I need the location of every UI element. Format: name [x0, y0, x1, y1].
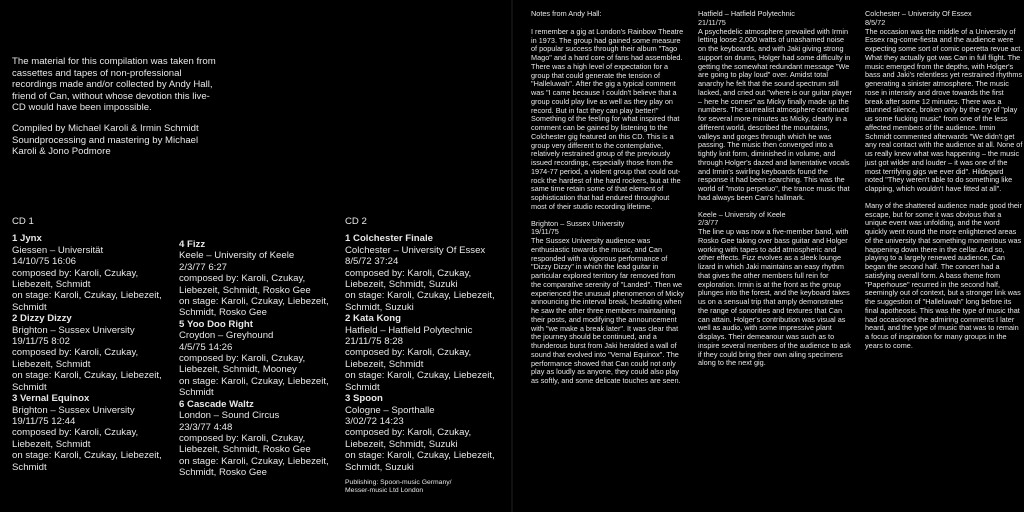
track-venue: Giessen – Universität [12, 244, 104, 256]
track-number: 5 [179, 318, 185, 330]
track-composers: composed by: Karoli, Czukay, Liebezeit, Schmidt [12, 427, 139, 450]
track-venue: Keele – University of Keele [179, 250, 295, 262]
track-listing [345, 393, 510, 473]
notes-column-3 [865, 10, 1023, 359]
track-date-duration: 19/11/75 8:02 [12, 336, 70, 348]
track-date-duration: 14/10/75 16:06 [12, 256, 77, 268]
track-venue: London – Sound Circus [179, 410, 280, 422]
track-listing [12, 393, 177, 473]
track-date-duration: 8/5/72 37:24 [345, 256, 399, 268]
cd1-heading: CD 1 [12, 216, 34, 227]
track-date-duration: 3/02/72 14:23 [345, 415, 404, 427]
track-performers: on stage: Karoli, Czukay, Liebezeit, Schmidt, Suzuki [345, 290, 495, 313]
track-venue: Hatfield – Hatfield Polytechnic [345, 324, 473, 336]
track-date-duration: 4/5/75 14:26 [179, 341, 233, 353]
track-title: Kata Kong [353, 313, 401, 325]
track-title: Spoon [353, 393, 383, 405]
track-date-duration: 21/11/75 8:28 [345, 336, 403, 348]
track-composers: composed by: Karoli, Czukay, Liebezeit, Schmidt [345, 347, 472, 370]
track-number: 6 [179, 398, 185, 410]
track-title: Dizzy Dizzy [20, 313, 72, 325]
notes-subheading: Brighton – Sussex University 19/11/75 [531, 218, 625, 237]
track-listing [345, 313, 510, 393]
track-performers: on stage: Karoli, Czukay, Liebezeit, Schmidt [12, 290, 162, 313]
track-number: 2 [345, 313, 351, 325]
credits-paragraph: Compiled by Michael Karoli & Irmin Schmidt Soundprocessing and mastering by Michael Karoli & Jono Podmore [12, 122, 199, 158]
track-date-duration: 23/3/77 4:48 [179, 421, 233, 433]
track-listing [12, 233, 177, 313]
track-number: 2 [12, 313, 18, 325]
cd2-heading: CD 2 [345, 216, 367, 227]
notes-paragraph: The occasion was the middle of a University of Essex rag-come-fiesta and the audience were expecting some sort of comic operetta revue act. What they actually got was Can in full flight. The music emerged from the depths, with Holger's bass and Jaki's relentless yet restrained rhythms generating a sinister atmosphere. The music rose in intensity and drove towards the first break after some 12 minutes. There was a stunned silence, broken only by the cry of "play us some fucking music" from one of the less affected members of the audience. Irmin Schmidt commented afterwards "We didn't get any real contact with the audience at all. None of us really knew what was happening – the music just got wilder and louder – it was one of the most terrifying gigs we ever did". Hildegard noted "They weren't able to do something like clapping, which wouldn't have fitted at all". [865, 26, 1023, 193]
track-listing [179, 239, 344, 319]
track-title: Vernal Equinox [20, 393, 90, 405]
track-composers: composed by: Karoli, Czukay, Liebezeit, Schmidt, Suzuki [345, 267, 472, 291]
track-listing [12, 313, 177, 393]
track-listing [179, 319, 344, 399]
track-number: 1 [345, 233, 351, 245]
track-date-duration: 19/11/75 12:44 [12, 415, 76, 427]
intro-paragraph: The material for this compilation was taken from cassettes and tapes of non-professional recordings made and/or collected by Andy Hall, friend of Can, without whose devotion this live-CD would have been impossible. [12, 56, 216, 114]
notes-column-2 [698, 10, 853, 376]
cd1-column [12, 216, 177, 473]
track-composers: composed by: Karoli, Czukay, Liebezeit, Schmidt, Rosko Gee [179, 432, 311, 456]
right-panel [512, 0, 1024, 512]
notes-subheading: Colchester – University Of Essex 8/5/72 [865, 9, 972, 27]
track-composers: composed by: Karoli, Czukay, Liebezeit, Schmidt [12, 267, 139, 291]
cd2-column [345, 216, 510, 473]
track-performers: on stage: Karoli, Czukay, Liebezeit, Schmidt [179, 375, 329, 399]
track-composers: composed by: Karoli, Czukay, Liebezeit, Schmidt, Rosko Gee [179, 273, 311, 296]
track-title: Cascade Waltz [187, 398, 254, 410]
track-venue: Brighton – Sussex University [12, 324, 135, 336]
track-listing [345, 233, 510, 313]
intro-text [12, 56, 222, 167]
publishing-credit: Publishing: Spoon-music Germany/ Messer-music Ltd London [345, 479, 452, 495]
track-number: 1 [12, 233, 18, 245]
track-performers: on stage: Karoli, Czukay, Liebezeit, Schmidt [12, 370, 162, 393]
track-venue: Cologne – Sporthalle [345, 404, 435, 416]
notes-paragraph: I remember a gig at London's Rainbow Theatre in 1973. The group had gained some measure of popular success through their album "Tago Mago" and a hard core of fans had assembled. There was a high level of expectation for a group that could generate the tension of "Halleluwah". After the gig a typical comment was "I came because I couldn't believe that a group could play live as well as they play on record. But in fact they can play better!" Something of the feeling for what inspired that comment can be gained by listening to the Colchester gig featured on this CD. This is a group very different to the contemplative, relatively restrained group of the previously issued recordings, especially those from the 1974-77 period, a violent group that could out-rock the hardest of the hard rockers, but at the same time retain some of that element of sophistication that had endured throughout most of their studio recording lifetime. [531, 26, 684, 211]
notes-column-1 [531, 10, 686, 394]
track-composers: composed by: Karoli, Czukay, Liebezeit, Schmidt [12, 347, 139, 370]
notes-paragraph: The line up was now a five-member band, with Rosko Gee taking over bass guitar and Holger working with tapes to add atmospheric and other effects. Fizz evolves as a sleek lounge lizard in which Jaki maintains an easy rhythm that gives the other members full rein for exploration. Irmin is at the front as the group plunges into the forest, and the keyboard takes us on a sensual trip that amply demonstrates the range of sonorities and textures that Can can attain. Holger's contribution was visual as well as audio, with some impressive plant displays. Their demeanour was such as to inspire several members of the audience to ask if they could bring their own ailing specimens along to the next gig. [698, 227, 851, 368]
track-performers: on stage: Karoli, Czukay, Liebezeit, Schmidt, Suzuki [345, 450, 495, 473]
track-performers: on stage: Karoli, Czukay, Liebezeit, Schmidt, Rosko Gee [179, 296, 329, 319]
track-composers: composed by: Karoli, Czukay, Liebezeit, Schmidt, Mooney [179, 353, 306, 376]
track-number: 3 [12, 393, 18, 405]
track-venue: Brighton – Sussex University [12, 404, 135, 416]
track-listing [179, 399, 344, 479]
track-performers: on stage: Karoli, Czukay, Liebezeit, Schmidt [12, 450, 162, 473]
notes-heading: Notes from Andy Hall: [531, 9, 602, 18]
track-venue: Colchester – University Of Essex [345, 244, 486, 256]
notes-paragraph: Many of the shattered audience made good their escape, but for some it was obvious that a unique event was unfolding, and the word quickly went round the more enlightened areas of the university that something momentous was happening down there in the cellar. And so, playing to a largely renewed audience, Can began the second half. The concert had a satisfying overall form. A bass theme from "Paperhouse" recurred in the second half, seemingly out of context, but a stronger link was the suggestion of "Halleluwah" long before its final apotheosis. This was the type of music that had occasioned the admiring comments I later heard, and the type of music that was to remain a focus of inspiration for many groups in the years to come. [865, 200, 1022, 350]
notes-paragraph: A psychedelic atmosphere prevailed with Irmin letting loose 2,000 watts of unashamed noise on the keyboards, and with Jaki giving strong support on drums, Holger had some difficulty in getting the somewhat redundant message "We are going to play loud" over. Amidst total anarchy he felt that the sound spectrum still lacked, and cried out "where is our guitar player – here he comes" as Micky finally made up the numbers. The surrealist atmosphere continued for several more minutes as Micky, clearly in a different world, described the mountains, valleys and gorges through which he was passing. The music then converged into a tightly knit form, diminished in volume, and through Holger's dazed and lamentative vocals and Irmin's swirling keyboards found the response it had been searching. This was the world of "moto perpetuo", the trance music that had always been Can's hallmark. [698, 26, 852, 202]
track-number: 3 [345, 393, 351, 405]
track-date-duration: 2/3/77 6:27 [179, 261, 228, 273]
track-number: 4 [179, 239, 185, 250]
track-venue: Croydon – Greyhound [179, 330, 274, 342]
cd1-column-2 [179, 239, 344, 479]
track-title: Colchester Finale [353, 233, 433, 245]
track-composers: composed by: Karoli, Czukay, Liebezeit, Schmidt, Suzuki [345, 427, 472, 450]
notes-paragraph: The Sussex University audience was enthusiastic towards the music, and Can responded with a vigorous performance of "Dizzy Dizzy" in which the lead guitar in particular explored territory far removed from the comparative serenity of "Landed". Then we experienced the unusual phenomenon of Micky announcing the interval break, hesitating when he saw the other three members maintaining their posts, and modifying the announcement with "we make a break later". It was clear that the journey should be continued, and a thunderous burst from Jaki heralded a wall of sound that evolved into "Vernal Equinox". The performance showed that Can could not only play as loudly as anyone, they could also play as softly, and some delicate touches are seen. [531, 236, 684, 385]
notes-subheading: Keele – University of Keele 2/3/77 [698, 209, 786, 228]
track-title: Yoo Doo Right [187, 318, 253, 330]
track-performers: on stage: Karoli, Czukay, Liebezeit, Schmidt, Rosko Gee [179, 455, 329, 479]
track-title: Jynx [20, 233, 42, 245]
track-performers: on stage: Karoli, Czukay, Liebezeit, Schmidt [345, 370, 495, 393]
notes-subheading: Hatfield – Hatfield Polytechnic 21/11/75 [698, 9, 795, 27]
track-title: Fizz [187, 239, 206, 250]
